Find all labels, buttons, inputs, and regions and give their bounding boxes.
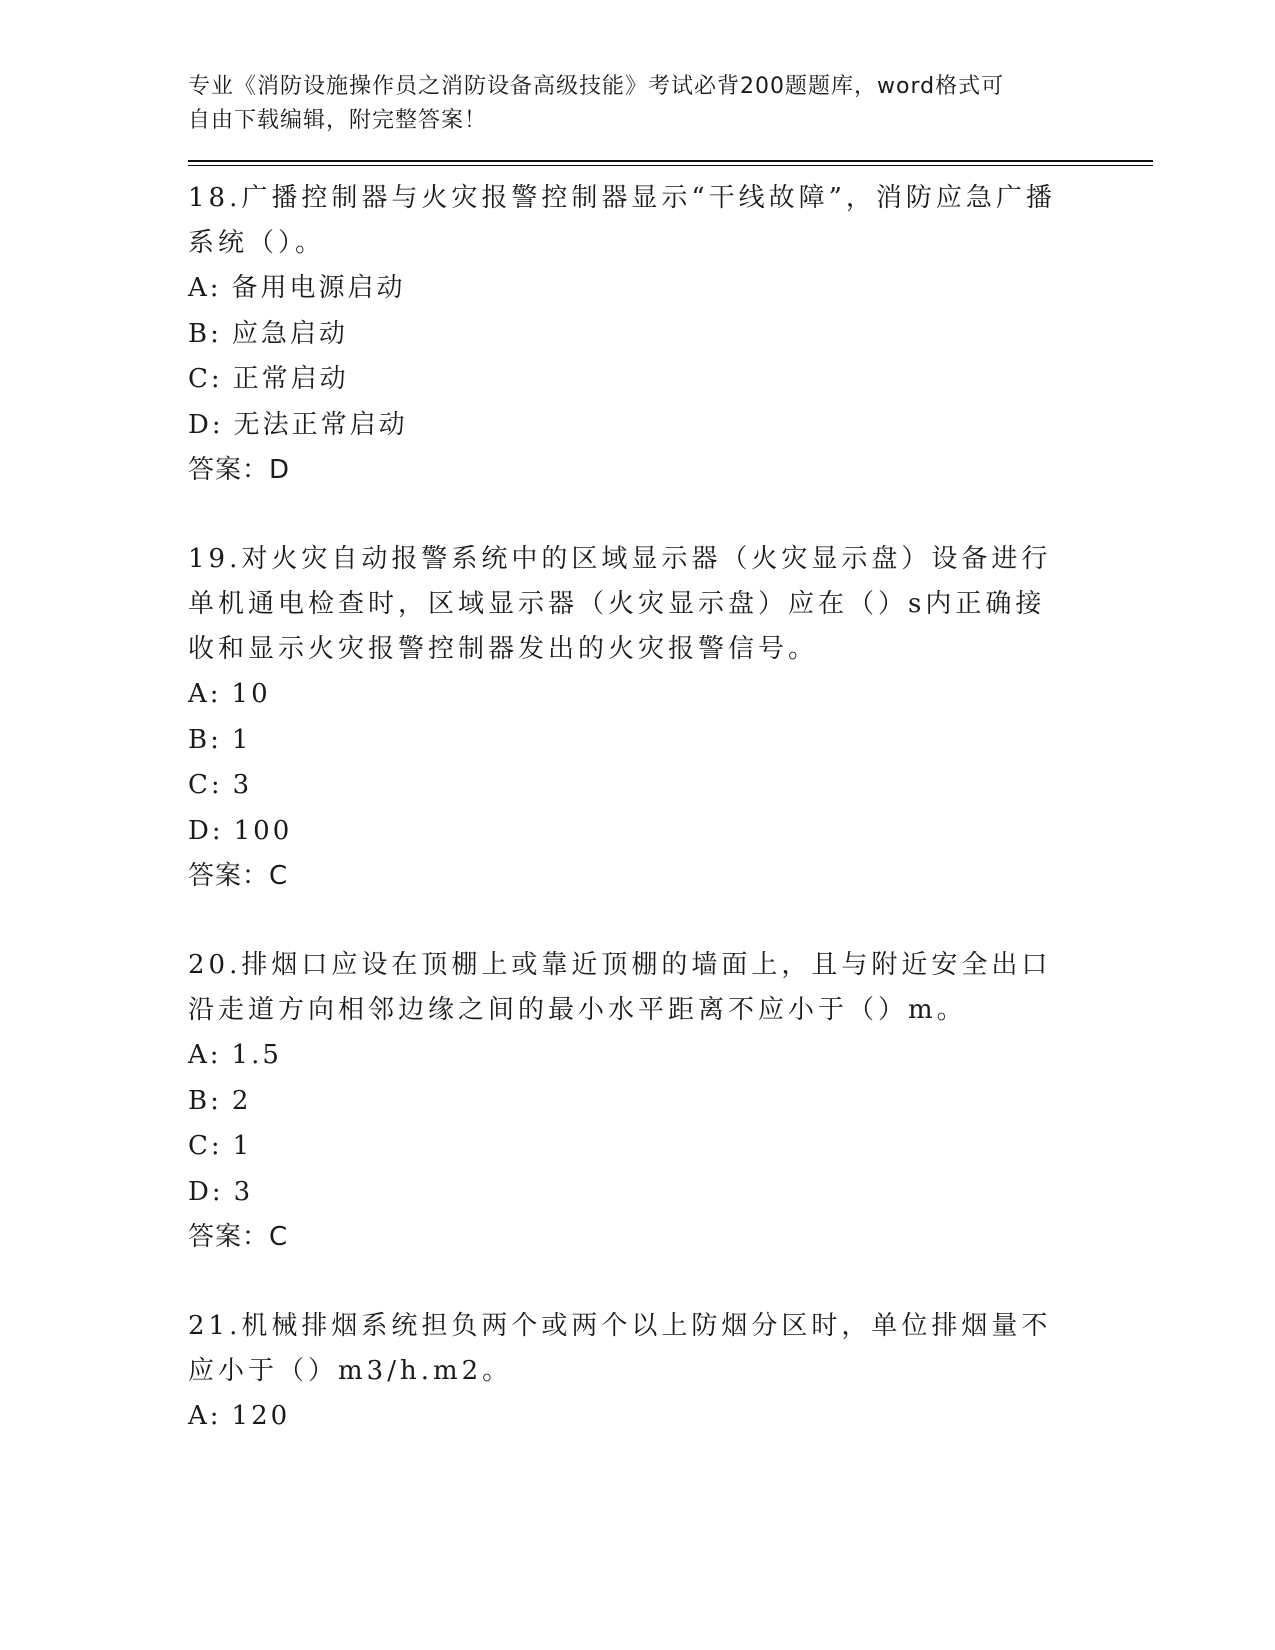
option-d: D : 3 xyxy=(188,1170,1148,1216)
option-a: A : 1.5 xyxy=(188,1033,1148,1079)
option-text: 120 xyxy=(231,1401,291,1431)
option-a: A : 10 xyxy=(188,672,1148,718)
option-label: C xyxy=(188,770,211,800)
option-label: D xyxy=(188,409,212,440)
answer: 答案：C xyxy=(188,861,289,891)
document-page xyxy=(188,70,1148,1440)
option-text: 应急启动 xyxy=(231,318,348,349)
option-text: 10 xyxy=(231,679,271,709)
question-19 xyxy=(188,537,1148,899)
header-line-1: 专业《消防设施操作员之消防设备高级技能》考试必背200题题库，word格式可 xyxy=(188,74,1005,99)
option-a: A : 120 xyxy=(188,1394,1148,1440)
option-label: C xyxy=(188,364,211,394)
header-divider xyxy=(188,160,1153,166)
option-text: 无法正常启动 xyxy=(233,409,408,440)
option-b: B : 1 xyxy=(188,718,1148,764)
option-label: B xyxy=(188,1085,211,1116)
option-c: C : 正常启动 xyxy=(188,357,1148,403)
option-text: 正常启动 xyxy=(232,364,349,394)
option-label: D xyxy=(188,1176,212,1207)
option-text: 1 xyxy=(231,724,252,755)
option-text: 1.5 xyxy=(231,1040,282,1070)
answer: 答案：C xyxy=(188,1222,289,1252)
option-label: A xyxy=(188,1040,210,1070)
option-b: B : 应急启动 xyxy=(188,312,1148,358)
answer: 答案：D xyxy=(188,455,291,485)
option-a: A : 备用电源启动 xyxy=(188,266,1148,312)
option-c: C : 3 xyxy=(188,763,1148,809)
option-b: B : 2 xyxy=(188,1079,1148,1125)
option-label: A xyxy=(188,679,210,709)
question-21 xyxy=(188,1304,1148,1440)
option-d: D : 100 xyxy=(188,809,1148,855)
option-label: C xyxy=(188,1131,211,1161)
question-stem: 20.排烟口应设在顶棚上或靠近顶棚的墙面上，且与附近安全出口沿走道方向相邻边缘之间的最小水平距离不应小于（）m。 xyxy=(188,950,1052,1025)
option-text: 100 xyxy=(233,815,293,846)
option-d: D : 无法正常启动 xyxy=(188,403,1148,449)
option-text: 备用电源启动 xyxy=(231,273,406,303)
question-stem: 19.对火灾自动报警系统中的区域显示器（火灾显示盘）设备进行单机通电检查时，区域显示器（火灾显示盘）应在（）s内正确接收和显示火灾报警控制器发出的火灾报警信号。 xyxy=(188,544,1052,664)
document-header xyxy=(188,70,1068,138)
option-label: A xyxy=(188,1401,210,1431)
option-c: C : 1 xyxy=(188,1124,1148,1170)
question-stem: 21.机械排烟系统担负两个或两个以上防烟分区时，单位排烟量不应小于（）m3/h.m2。 xyxy=(188,1311,1052,1386)
question-18 xyxy=(188,176,1148,493)
question-20 xyxy=(188,943,1148,1260)
option-label: D xyxy=(188,815,212,846)
option-text: 3 xyxy=(233,1176,254,1207)
option-label: B xyxy=(188,318,211,349)
header-line-2: 自由下载编辑，附完整答案！ xyxy=(188,108,488,133)
option-label: B xyxy=(188,724,211,755)
option-text: 2 xyxy=(231,1085,252,1116)
option-text: 1 xyxy=(232,1131,253,1161)
option-label: A xyxy=(188,273,210,303)
question-stem: 18.广播控制器与火灾报警控制器显示“干线故障”，消防应急广播系统（）。 xyxy=(188,183,1056,258)
option-text: 3 xyxy=(232,770,253,800)
